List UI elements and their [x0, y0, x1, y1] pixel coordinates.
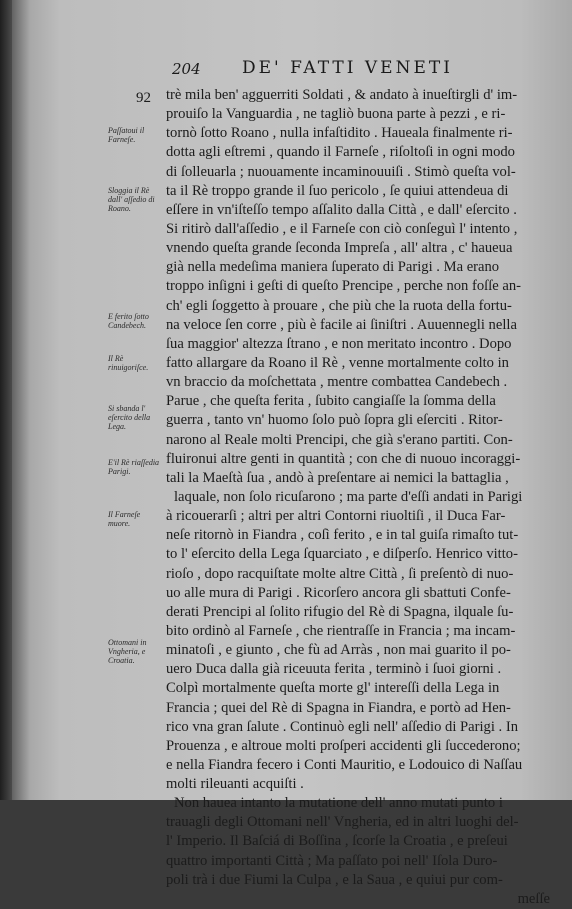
margin-note: Sloggia il Rè dall' aſſedio di Roano. — [108, 186, 155, 213]
margin-note: Paſſatoui il Farneſe. — [108, 126, 145, 144]
text-line: fluironui altre genti in quantità ; con che di nuouo incoraggi- — [166, 450, 521, 467]
book-gutter-shadow — [0, 0, 12, 800]
text-line: già nella medeſima maniera ſuperato di Parigi . Ma erano — [166, 259, 500, 276]
text-line: dotta agli eſtremi , quando il Farneſe , riſoltoſi in ogni modo — [166, 144, 515, 161]
catchword: meſſe — [517, 890, 550, 907]
text-line: uo alle mura di Parigi . Ricorſero ancora gli sbattuti Confe- — [166, 584, 511, 601]
text-line: e nella Fiandra fecero i Conti Mauritio, e Lodouico di Naſſau — [166, 756, 523, 773]
text-line: uero Duca dalla già riceuuta ferita , terminò i ſuoi giorni . — [166, 661, 502, 678]
text-line: rioſo , dopo racquiſtate molte altre Città , ſi preſentò di nuo- — [166, 565, 514, 582]
text-line: vn braccio da moſchettata , mentre combattea Candebech . — [166, 374, 508, 391]
text-line: ta il Rè troppo grande il ſuo pericolo , ſe quiui attendeua di — [166, 182, 509, 199]
text-line: troppo inſigni i geſti di queſto Prencipe , perche non foſſe an- — [166, 278, 522, 295]
text-line: ch' egli ſoggetto à prouare , che più che la ruota della fortu- — [166, 297, 512, 314]
text-line: rico vna gran ſalute . Continuò egli nell' aſſedio di Parigi . In — [166, 718, 518, 735]
text-line: molti rileuanti acquiſti . — [166, 776, 304, 793]
text-line: tali la Maeſtà ſua , andò à preſentare ai nemici la battaglia , — [166, 469, 509, 486]
text-line: quattro importanti Città ; Ma paſſato poi nell' Iſola Duro- — [166, 852, 498, 869]
page-number: 204 — [172, 60, 201, 78]
section-marker: 92 — [136, 90, 151, 106]
margin-note: Il Rè rinuigoriſce. — [108, 354, 149, 372]
text-line: Si ritirò dall'aſſedio , e il Farneſe con ciò conſeguì l' intento , — [166, 220, 518, 237]
text-line: guerra , tanto vn' huomo ſolo può ſopra gli eſerciti . Ritor- — [166, 412, 503, 429]
text-line: narono al Reale molti Prencipi, che già s'erano partiti. Con- — [166, 431, 513, 448]
text-line: tornò ſotto Roano , nulla infaſtidito . Haueala finalmente ri- — [166, 125, 513, 142]
text-line: Colpì mortalmente queſta morte gl' intereſſi della Lega in — [166, 680, 500, 697]
margin-note: Ottomani in Vngheria, e Croatia. — [108, 638, 147, 665]
text-line: à ricouerarſi ; altri per altri Contorni riuoltiſi , il Duca Far- — [166, 508, 506, 525]
text-line: to l' eſercito della Lega ſquarciato , e diſperſo. Henrico vitto- — [166, 546, 518, 563]
text-line: Non hauea intanto la mutatione dell' anno mutati punto i — [174, 795, 503, 812]
text-line: Parue , che queſta ferita , ſubito cangiaſſe la ſomma della — [166, 393, 496, 410]
text-line: derati Prencipi al ſolito rifugio del Rè di Spagna, ilquale ſu- — [166, 603, 514, 620]
text-line: minatoſi , e giunto , che fù ad Arràs , non mai guarito il po- — [166, 642, 511, 659]
margin-note: E'il Rè riaſſedia Parigi. — [108, 458, 160, 476]
text-line: na veloce ſen corre , più è facile ai ſiniſtri . Auuennegli nella — [166, 316, 517, 333]
margin-note: Il Farneſe muore. — [108, 510, 141, 528]
text-line: trauagli degli Ottomani nell' Vngheria, ed in altri luoghi del- — [166, 814, 519, 831]
text-line: ſua maggior' altezza ſtrano , e non meritato incontro . Dopo — [166, 335, 512, 352]
text-line: vnendo queſta grande ſeconda Impreſa , all' altra , c' haueua — [166, 240, 513, 257]
text-line: Prouenza , e altroue molti proſperi accidenti gli ſuccederono; — [166, 737, 521, 754]
text-line: laquale, non ſolo ricuſarono ; ma parte d'eſſi andati in Parigi — [174, 488, 523, 505]
text-line: di ſolleuarla ; nuouamente incaminouuiſi . Stimò queſta vol- — [166, 163, 516, 180]
page-header — [166, 60, 566, 84]
margin-note: E ferito ſotto Candebech. — [108, 312, 149, 330]
text-line: bito ordinò al Farneſe , che rientraſſe in Francia ; ma incam- — [166, 622, 516, 639]
text-line: l' Imperio. Il Baſciá di Boſſina , ſcorſe la Croatia , e preſeui — [166, 833, 508, 850]
running-title: DE' FATTI VENETI — [242, 58, 453, 78]
text-line: eſſere in vn'iſteſſo tempo aſſalito dalla Città , e dall' eſercito . — [166, 201, 517, 218]
text-line: Francia ; quei del Rè di Spagna in Fiandra, e portò ad Hen- — [166, 699, 511, 716]
text-line: neſe ritornò in Fiandra , coſì ferito , e in tal guiſa rimaſto tut- — [166, 527, 519, 544]
body-text — [166, 86, 550, 909]
text-line: trè mila ben' agguerriti Soldati , & andato à inueſtirgli d' im- — [166, 87, 518, 103]
text-line: poli trà i due Fiumi la Culpa , e la Saua , e quiui pur com- — [166, 871, 503, 888]
text-line: prouiſo la Vanguardia , ne tagliò buona parte à pezzi , e ri- — [166, 106, 506, 123]
margin-note: Si sbanda l' eſercito della Lega. — [108, 404, 151, 431]
text-line: fatto allargare da Roano il Rè , venne mortalmente colto in — [166, 354, 509, 371]
